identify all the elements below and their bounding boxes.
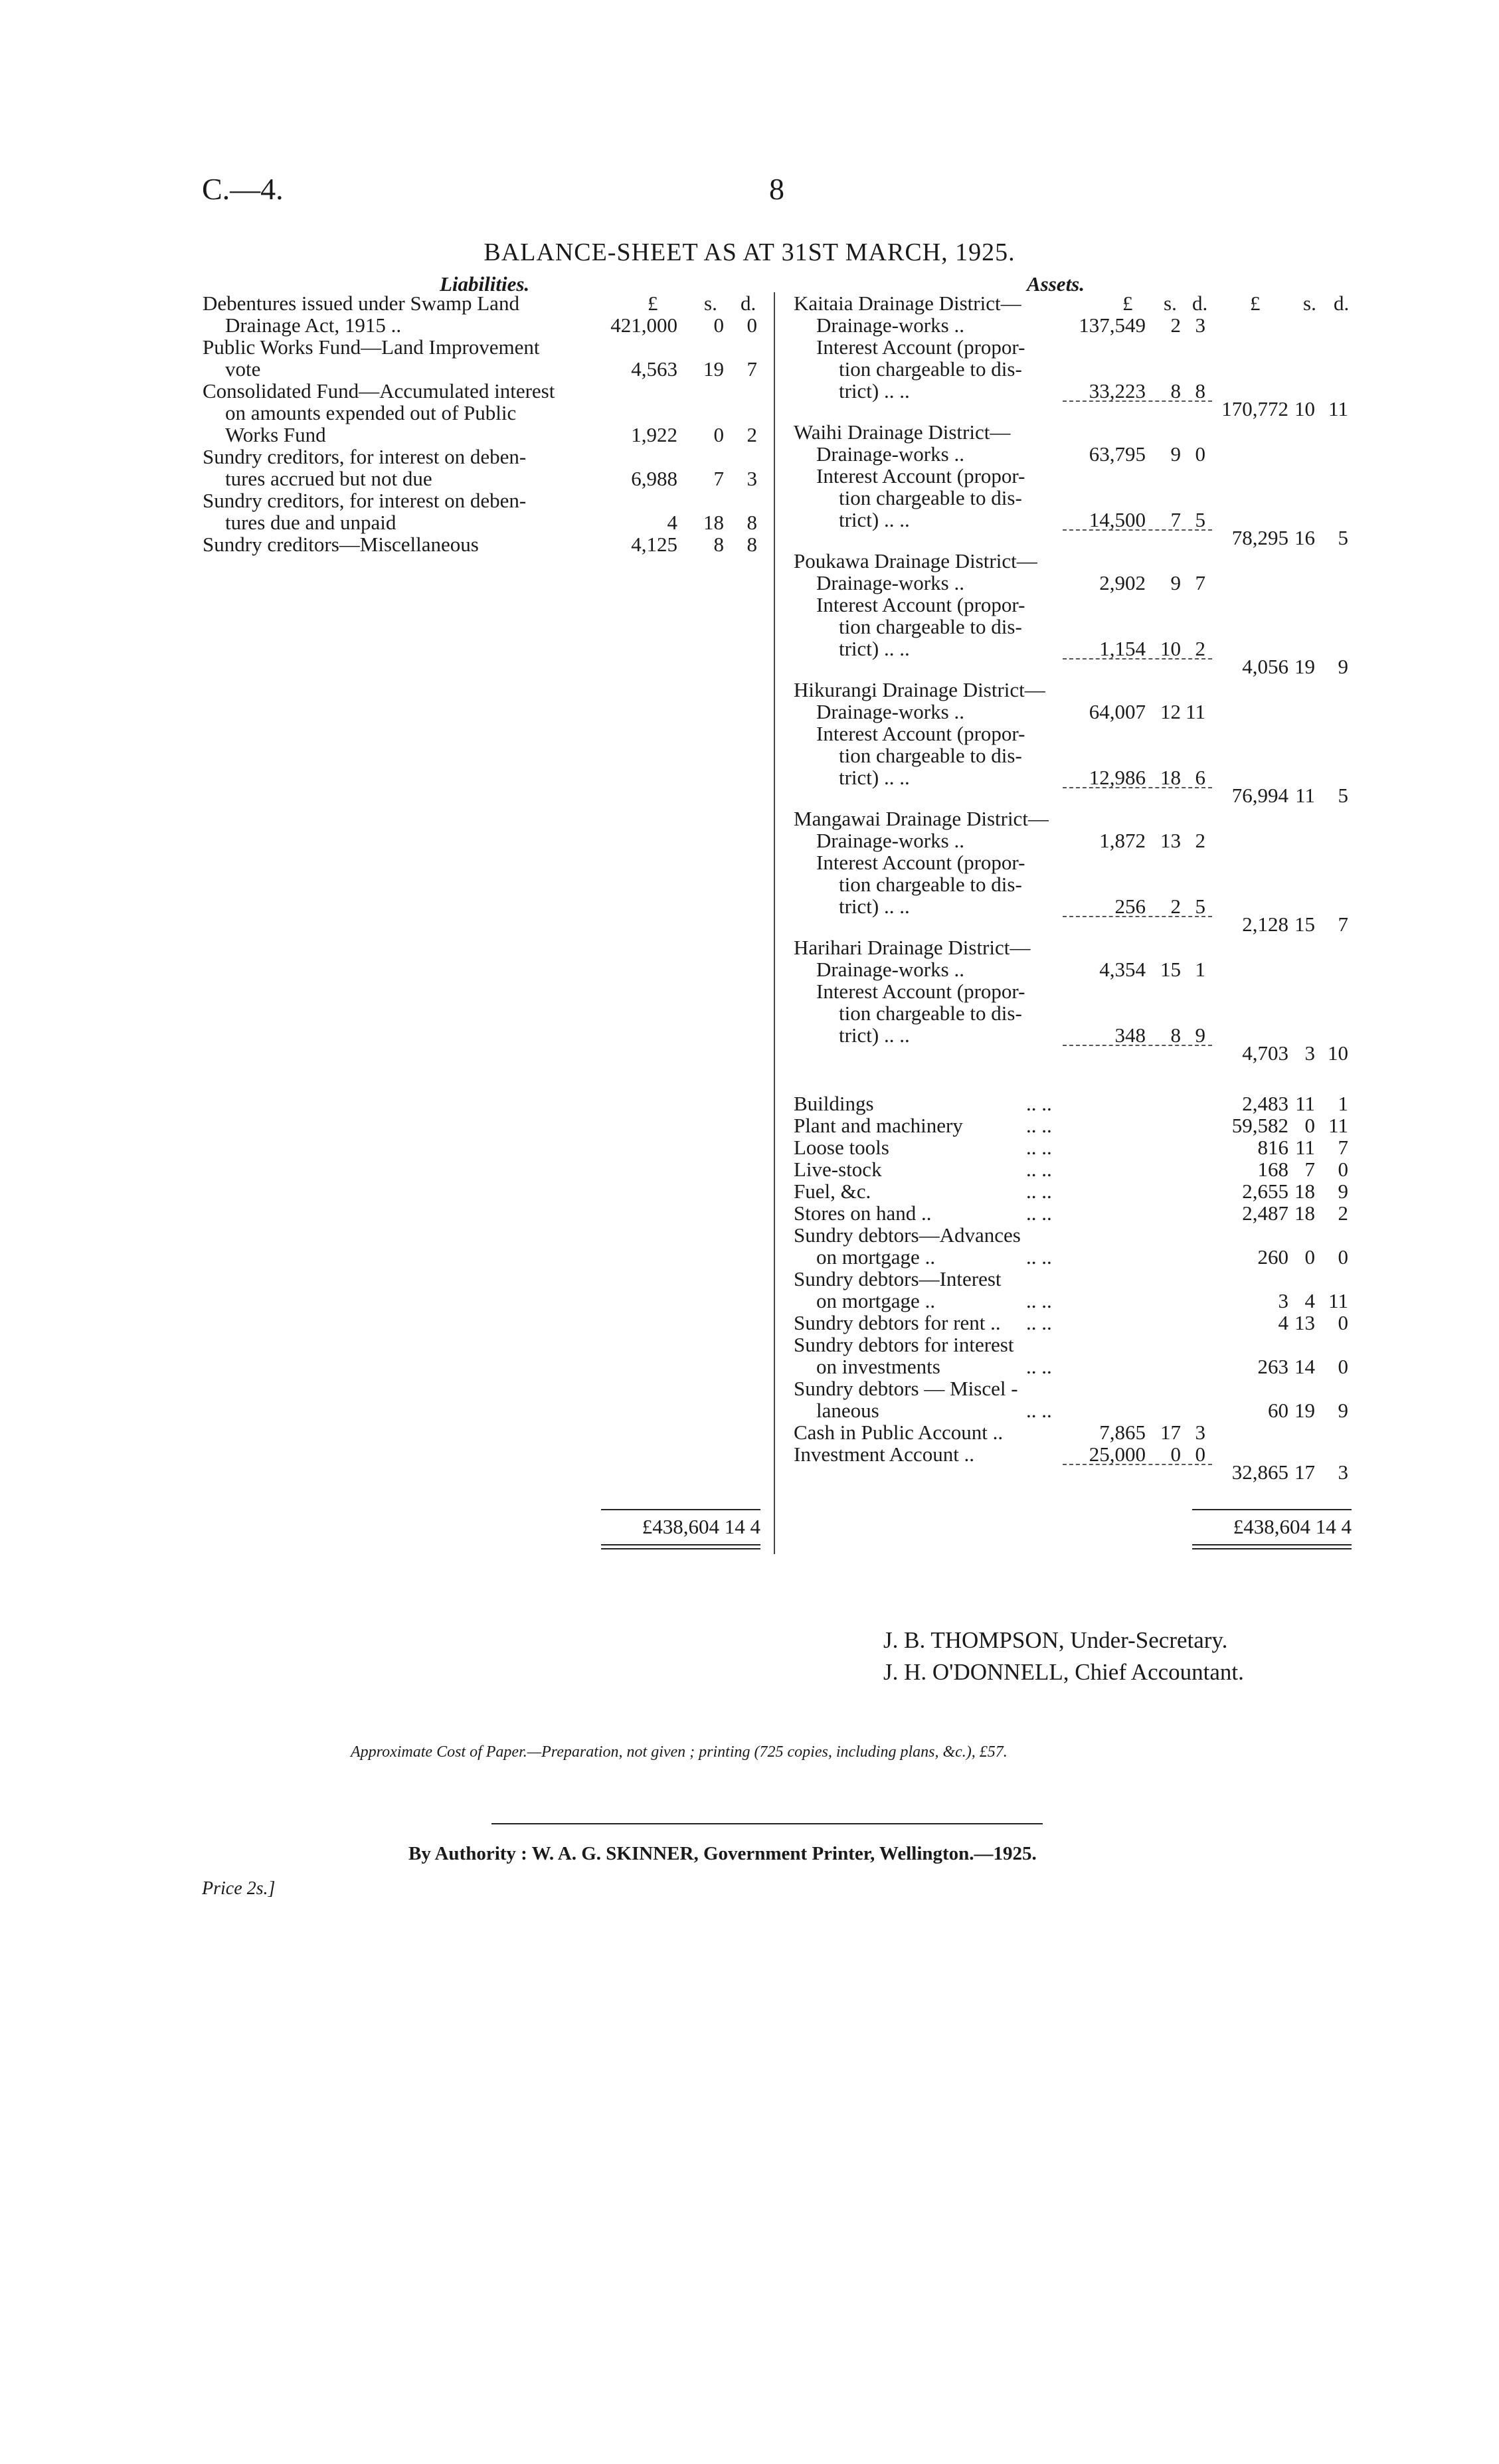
- cash-subtotal-rule: [1063, 1464, 1212, 1465]
- leader-dots: .. ..: [1026, 1180, 1052, 1203]
- district-total-pounds: 4,056: [1242, 655, 1288, 678]
- liab-total-double-rule: [601, 1544, 760, 1545]
- leader-dots: .. ..: [1026, 1355, 1052, 1378]
- asset-amount-pence: 0: [1338, 1158, 1348, 1181]
- footer-rule: [491, 1823, 1043, 1824]
- asset-line: Live-stock: [794, 1158, 882, 1181]
- asset-col-pounds: £: [1122, 292, 1133, 315]
- asset-col-pence: d.: [1192, 292, 1208, 315]
- district-total-shillings: 10: [1294, 397, 1315, 420]
- interest-amount-pounds: 1,154: [1099, 637, 1146, 660]
- liab-col-pounds: £: [648, 292, 658, 315]
- liability-amount-shillings: 18: [703, 511, 724, 534]
- liab-col-pence: d.: [741, 292, 756, 315]
- drainage-works-amount-shillings: 15: [1160, 958, 1181, 981]
- interest-amount-pence: 5: [1195, 895, 1205, 918]
- asset-line: Sundry debtors for interest: [794, 1333, 1014, 1356]
- district-name: Mangawai Drainage District—: [794, 807, 1049, 830]
- liability-amount-shillings: 8: [713, 533, 724, 556]
- interest-account-label: tion chargeable to dis-: [839, 357, 1022, 381]
- asset-amount-pounds: 60: [1268, 1399, 1288, 1422]
- assets-total-double-rule: [1192, 1548, 1352, 1549]
- drainage-works-amount-pence: 1: [1195, 958, 1205, 981]
- district-total-pence: 7: [1338, 913, 1348, 936]
- interest-amount-pence: 9: [1195, 1023, 1205, 1047]
- leader-dots: .. ..: [1026, 1136, 1052, 1159]
- leader-dots: .. ..: [1026, 1399, 1052, 1422]
- drainage-works-amount-shillings: 12: [1160, 700, 1181, 723]
- liability-amount-pounds: 1,922: [631, 423, 677, 446]
- district-name: Poukawa Drainage District—: [794, 549, 1037, 572]
- subtotal-rule: [1063, 787, 1212, 788]
- asset-amount-pence: 0: [1338, 1311, 1348, 1334]
- district-total-pence: 5: [1338, 784, 1348, 807]
- liability-amount-shillings: 19: [703, 357, 724, 381]
- liability-line: Sundry creditors, for interest on deben-: [203, 489, 527, 512]
- cash-amount-pence: 3: [1195, 1421, 1205, 1444]
- leader-dots: .. ..: [1026, 1201, 1052, 1225]
- liability-line: tures accrued but not due: [225, 467, 432, 490]
- liability-amount-shillings: 0: [713, 423, 724, 446]
- asset-amount-pounds: 260: [1257, 1245, 1288, 1269]
- district-total-shillings: 3: [1304, 1041, 1315, 1065]
- drainage-works-amount-pounds: 63,795: [1089, 442, 1146, 466]
- district-total-pence: 11: [1328, 397, 1348, 420]
- page-title: BALANCE-SHEET AS AT 31ST MARCH, 1925.: [484, 238, 1015, 266]
- drainage-works-amount-pence: 11: [1186, 700, 1205, 723]
- asset-amount-pounds: 2,483: [1242, 1092, 1288, 1115]
- interest-account-label: trict) .. ..: [839, 766, 910, 789]
- asset-amount-pounds: 4: [1278, 1311, 1288, 1334]
- asset-amount-shillings: 0: [1304, 1114, 1315, 1137]
- liability-amount-pounds: 4,125: [631, 533, 677, 556]
- liability-amount-pence: 7: [747, 357, 757, 381]
- drainage-works-amount-pence: 7: [1195, 571, 1205, 594]
- interest-amount-pounds: 256: [1114, 895, 1146, 918]
- drainage-works-label: Drainage-works ..: [816, 829, 964, 852]
- drainage-works-label: Drainage-works ..: [816, 571, 964, 594]
- assets-total-double-rule: [1192, 1544, 1352, 1545]
- liability-line: Works Fund: [225, 423, 326, 446]
- liability-amount-pence: 2: [747, 423, 757, 446]
- drainage-works-amount-pounds: 4,354: [1099, 958, 1146, 981]
- asset-amount-shillings: 4: [1304, 1289, 1315, 1312]
- asset-amount-shillings: 18: [1294, 1180, 1315, 1203]
- signature-chief-accountant: J. H. O'DONNELL, Chief Accountant.: [883, 1659, 1244, 1685]
- liability-amount-pounds: 6,988: [631, 467, 677, 490]
- asset-col-shillings-total: s.: [1303, 292, 1316, 315]
- liability-line: vote: [225, 357, 261, 381]
- investment-amount-shillings: 0: [1170, 1443, 1181, 1466]
- asset-line: Sundry debtors for rent ..: [794, 1311, 1001, 1334]
- interest-account-label: tion chargeable to dis-: [839, 1002, 1022, 1025]
- asset-amount-pounds: 59,582: [1231, 1114, 1288, 1137]
- asset-col-pounds-total: £: [1250, 292, 1261, 315]
- asset-line: on mortgage ..: [816, 1289, 936, 1312]
- liability-line: Debentures issued under Swamp Land: [203, 292, 519, 315]
- drainage-works-amount-shillings: 9: [1170, 442, 1181, 466]
- interest-amount-pence: 5: [1195, 508, 1205, 531]
- interest-amount-shillings: 7: [1170, 508, 1181, 531]
- asset-amount-shillings: 0: [1304, 1245, 1315, 1269]
- district-total-shillings: 15: [1294, 913, 1315, 936]
- interest-account-label: trict) .. ..: [839, 1023, 910, 1047]
- asset-amount-pence: 9: [1338, 1399, 1348, 1422]
- asset-amount-shillings: 11: [1295, 1092, 1315, 1115]
- district-total-pence: 5: [1338, 526, 1348, 549]
- district-total-shillings: 16: [1294, 526, 1315, 549]
- interest-account-label: Interest Account (propor-: [816, 722, 1025, 745]
- signature-under-secretary: J. B. THOMPSON, Under-Secretary.: [883, 1627, 1228, 1653]
- asset-amount-shillings: 19: [1294, 1399, 1315, 1422]
- asset-amount-pence: 11: [1328, 1289, 1348, 1312]
- drainage-works-amount-shillings: 2: [1170, 313, 1181, 337]
- liability-line: Public Works Fund—Land Improvement: [203, 335, 540, 359]
- liab-col-shillings: s.: [704, 292, 717, 315]
- subtotal-rule: [1063, 1045, 1212, 1046]
- asset-line: on mortgage ..: [816, 1245, 936, 1269]
- interest-amount-shillings: 2: [1170, 895, 1181, 918]
- interest-account-label: trict) .. ..: [839, 637, 910, 660]
- liability-amount-shillings: 0: [713, 313, 724, 337]
- interest-amount-pounds: 14,500: [1089, 508, 1146, 531]
- drainage-works-amount-pounds: 137,549: [1079, 313, 1146, 337]
- drainage-works-amount-pence: 3: [1195, 313, 1205, 337]
- asset-amount-shillings: 13: [1294, 1311, 1315, 1334]
- asset-line: laneous: [816, 1399, 879, 1422]
- asset-line: Plant and machinery: [794, 1114, 963, 1137]
- liability-line: tures due and unpaid: [225, 511, 397, 534]
- drainage-works-amount-shillings: 13: [1160, 829, 1181, 852]
- district-total-shillings: 19: [1294, 655, 1315, 678]
- authority-line: By Authority : W. A. G. SKINNER, Government Printer, Wellington.—1925.: [408, 1843, 1037, 1864]
- district-name: Hikurangi Drainage District—: [794, 678, 1045, 701]
- asset-line: Sundry debtors—Interest: [794, 1267, 1002, 1290]
- liab-total-rule: [601, 1509, 760, 1510]
- liabilities-heading: Liabilities.: [440, 272, 530, 296]
- leader-dots: .. ..: [1026, 1289, 1052, 1312]
- investment-label: Investment Account ..: [794, 1443, 975, 1466]
- district-total-pounds: 4,703: [1242, 1041, 1288, 1065]
- drainage-works-amount-shillings: 9: [1170, 571, 1181, 594]
- interest-account-label: tion chargeable to dis-: [839, 744, 1022, 767]
- investment-amount-pounds: 25,000: [1089, 1443, 1146, 1466]
- interest-amount-shillings: 10: [1160, 637, 1181, 660]
- interest-amount-pence: 2: [1195, 637, 1205, 660]
- cash-investment-total-pence: 3: [1338, 1460, 1348, 1484]
- interest-account-label: Interest Account (propor-: [816, 980, 1025, 1003]
- subtotal-rule: [1063, 529, 1212, 531]
- assets-total: £438,604 14 4: [1233, 1515, 1352, 1538]
- drainage-works-amount-pounds: 1,872: [1099, 829, 1146, 852]
- liability-line: Sundry creditors, for interest on deben-: [203, 445, 527, 468]
- price-note: Price 2s.]: [202, 1878, 276, 1899]
- interest-amount-pence: 6: [1195, 766, 1205, 789]
- district-total-pounds: 76,994: [1231, 784, 1288, 807]
- asset-amount-pounds: 3: [1278, 1289, 1288, 1312]
- liability-line: Drainage Act, 1915 ..: [225, 313, 402, 337]
- cash-investment-total-shillings: 17: [1294, 1460, 1315, 1484]
- asset-line: Sundry debtors — Miscel -: [794, 1377, 1018, 1400]
- interest-account-label: tion chargeable to dis-: [839, 615, 1022, 638]
- interest-account-label: tion chargeable to dis-: [839, 873, 1022, 896]
- interest-account-label: trict) .. ..: [839, 895, 910, 918]
- leader-dots: .. ..: [1026, 1092, 1052, 1115]
- liability-line: Consolidated Fund—Accumulated interest: [203, 379, 555, 402]
- asset-amount-shillings: 14: [1294, 1355, 1315, 1378]
- asset-line: Buildings: [794, 1092, 874, 1115]
- liability-line: on amounts expended out of Public: [225, 401, 517, 424]
- interest-account-label: trict) .. ..: [839, 508, 910, 531]
- liability-amount-pence: 0: [747, 313, 757, 337]
- interest-amount-pounds: 33,223: [1089, 379, 1146, 402]
- asset-amount-pence: 2: [1338, 1201, 1348, 1225]
- asset-line: Loose tools: [794, 1136, 889, 1159]
- asset-amount-pounds: 263: [1257, 1355, 1288, 1378]
- asset-amount-pounds: 2,487: [1242, 1201, 1288, 1225]
- drainage-works-amount-pounds: 2,902: [1099, 571, 1146, 594]
- interest-amount-shillings: 18: [1160, 766, 1181, 789]
- subtotal-rule: [1063, 916, 1212, 917]
- interest-account-label: Interest Account (propor-: [816, 593, 1025, 616]
- leader-dots: .. ..: [1026, 1158, 1052, 1181]
- drainage-works-amount-pence: 0: [1195, 442, 1205, 466]
- interest-amount-shillings: 8: [1170, 379, 1181, 402]
- interest-amount-pounds: 348: [1114, 1023, 1146, 1047]
- district-total-pounds: 2,128: [1242, 913, 1288, 936]
- liability-line: Sundry creditors—Miscellaneous: [203, 533, 479, 556]
- asset-col-shillings: s.: [1164, 292, 1177, 315]
- leader-dots: .. ..: [1026, 1311, 1052, 1334]
- liability-amount-pence: 8: [747, 511, 757, 534]
- leader-dots: .. ..: [1026, 1245, 1052, 1269]
- interest-amount-pounds: 12,986: [1089, 766, 1146, 789]
- drainage-works-label: Drainage-works ..: [816, 700, 964, 723]
- asset-amount-pounds: 2,655: [1242, 1180, 1288, 1203]
- interest-account-label: tion chargeable to dis-: [839, 486, 1022, 509]
- column-divider: [774, 292, 775, 1554]
- drainage-works-amount-pounds: 64,007: [1089, 700, 1146, 723]
- interest-account-label: trict) .. ..: [839, 379, 910, 402]
- liab-total-double-rule: [601, 1548, 760, 1549]
- cash-amount-pounds: 7,865: [1099, 1421, 1146, 1444]
- asset-amount-pence: 1: [1338, 1092, 1348, 1115]
- cost-note: Approximate Cost of Paper.—Preparation, not given ; printing (725 copies, including plans, &c.), £57.: [351, 1743, 1008, 1761]
- district-total-pence: 10: [1328, 1041, 1348, 1065]
- asset-line: Fuel, &c.: [794, 1180, 871, 1203]
- cash-amount-shillings: 17: [1160, 1421, 1181, 1444]
- liability-amount-pounds: 4,563: [631, 357, 677, 381]
- asset-line: on investments: [816, 1355, 940, 1378]
- liabilities-total: £438,604 14 4: [642, 1515, 760, 1538]
- drainage-works-label: Drainage-works ..: [816, 313, 964, 337]
- interest-amount-shillings: 8: [1170, 1023, 1181, 1047]
- district-total-pence: 9: [1338, 655, 1348, 678]
- page-number: 8: [769, 172, 784, 206]
- asset-amount-pounds: 168: [1257, 1158, 1288, 1181]
- liability-amount-shillings: 7: [713, 467, 724, 490]
- interest-amount-pence: 8: [1195, 379, 1205, 402]
- asset-amount-pence: 0: [1338, 1355, 1348, 1378]
- subtotal-rule: [1063, 400, 1212, 402]
- assets-heading: Assets.: [1027, 272, 1085, 296]
- district-name: Harihari Drainage District—: [794, 936, 1031, 959]
- liability-amount-pounds: 4: [667, 511, 677, 534]
- asset-amount-pounds: 816: [1257, 1136, 1288, 1159]
- district-name: Waihi Drainage District—: [794, 420, 1011, 444]
- district-total-shillings: 11: [1295, 784, 1315, 807]
- interest-account-label: Interest Account (propor-: [816, 851, 1025, 874]
- assets-total-rule: [1192, 1509, 1352, 1510]
- liability-amount-pounds: 421,000: [610, 313, 677, 337]
- asset-amount-pence: 0: [1338, 1245, 1348, 1269]
- cash-investment-total-pounds: 32,865: [1231, 1460, 1288, 1484]
- subtotal-rule: [1063, 658, 1212, 660]
- leader-dots: .. ..: [1026, 1114, 1052, 1137]
- asset-amount-shillings: 7: [1304, 1158, 1315, 1181]
- asset-line: Sundry debtors—Advances: [794, 1223, 1021, 1247]
- drainage-works-label: Drainage-works ..: [816, 442, 964, 466]
- asset-amount-pence: 9: [1338, 1180, 1348, 1203]
- district-total-pounds: 170,772: [1221, 397, 1288, 420]
- cash-label: Cash in Public Account ..: [794, 1421, 1004, 1444]
- liability-amount-pence: 8: [747, 533, 757, 556]
- asset-amount-pence: 11: [1328, 1114, 1348, 1137]
- asset-line: Stores on hand ..: [794, 1201, 932, 1225]
- document-reference: C.—4.: [202, 172, 284, 206]
- drainage-works-label: Drainage-works ..: [816, 958, 964, 981]
- liability-amount-pence: 3: [747, 467, 757, 490]
- interest-account-label: Interest Account (propor-: [816, 464, 1025, 487]
- district-name: Kaitaia Drainage District—: [794, 292, 1021, 315]
- interest-account-label: Interest Account (propor-: [816, 335, 1025, 359]
- district-total-pounds: 78,295: [1231, 526, 1288, 549]
- asset-amount-shillings: 11: [1295, 1136, 1315, 1159]
- investment-amount-pence: 0: [1195, 1443, 1205, 1466]
- drainage-works-amount-pence: 2: [1195, 829, 1205, 852]
- asset-amount-pence: 7: [1338, 1136, 1348, 1159]
- asset-amount-shillings: 18: [1294, 1201, 1315, 1225]
- asset-col-pence-total: d.: [1334, 292, 1350, 315]
